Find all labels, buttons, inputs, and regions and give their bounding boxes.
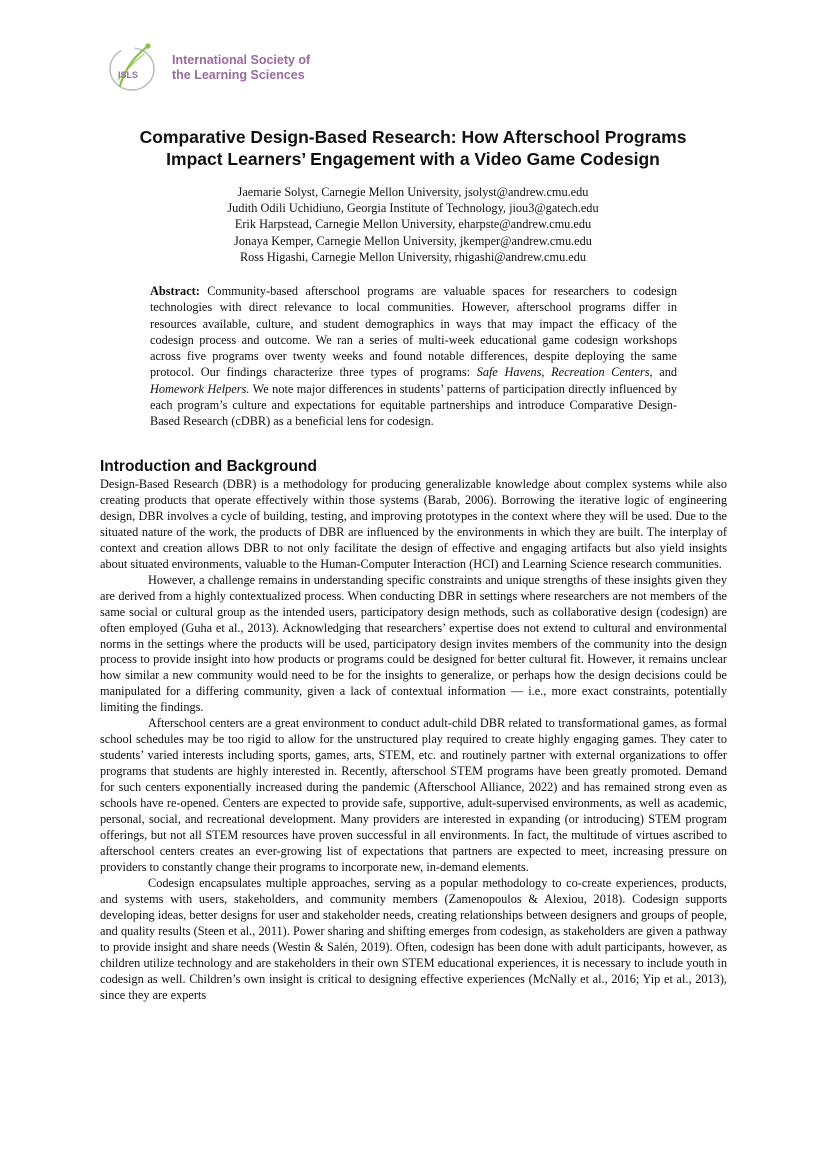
author-entry: Jonaya Kemper, Carnegie Mellon University, jkemper@andrew.cmu.edu [234, 233, 592, 248]
abstract-text: Community-based afterschool programs are valuable spaces for researchers to codesign technologies with direct relevance to local communities. However, afterschool programs differ in resources available, culture, and student demographics in ways that may impact the efficacy of the codesign process and outcome. We ran a series of multi-week educational game codesign workshops across five programs over twenty weeks and found notable differences, despite deploying the same protocol. Our findings characterize three types of programs: [150, 284, 677, 380]
author-list [100, 184, 726, 265]
body-paragraph: Codesign encapsulates multiple approaches, serving as a popular methodology to co-create experiences, products, and systems with users, stakeholders, and community members (Zamenopoulos & Alexiou, 2018). Codesign supports developing ideas, better designs for user and stakeholder needs, creating relationships between designers and groups of people, and quality results (Steen et al., 2011). Power sharing and shifting emerges from codesign, as stakeholders are given a pathway to provide insight and share needs (Westin & Salén, 2019). Often, codesign has been done with adult participants, however, as children utilize technology and are stakeholders in their own STEM educational experiences, it is necessary to include youth in codesign as well. Children’s own insight is critical to designing effective experiences (McNally et al., 2016; Yip et al., 2013), since they are experts [100, 875, 727, 1002]
author-entry: Jaemarie Solyst, Carnegie Mellon University, jsolyst@andrew.cmu.edu [237, 185, 589, 199]
abstract [150, 283, 677, 430]
paper-title-line2: Impact Learners’ Engagement with a Video Game Codesign [166, 149, 660, 169]
logo-text: ISLS [118, 70, 139, 80]
abstract-text: and [659, 365, 677, 380]
section-body [100, 477, 727, 1003]
section-heading: Introduction and Background [100, 458, 317, 475]
author-entry: Ross Higashi, Carnegie Mellon University, rhigashi@andrew.cmu.edu [239, 249, 587, 264]
org-name-line1: International Society of [172, 53, 311, 67]
paper-title-line1: Comparative Design-Based Research: How Afterschool Programs [139, 127, 687, 147]
isls-header [104, 40, 310, 96]
author-entry: Erik Harpstead, Carnegie Mellon University, eharpste@andrew.cmu.edu [234, 217, 592, 232]
abstract-italic-programs: Safe Havens, Recreation Centers, [476, 365, 653, 380]
paper-title [80, 126, 746, 170]
abstract-text: We note major differences in students’ patterns of participation directly influenced by each program’s culture and expectations for equitable partnerships and introduce Comparative Design-Based Research (cDBR) as a beneficial lens for codesign. [150, 381, 678, 429]
org-name [172, 53, 310, 83]
body-paragraph: Design-Based Research (DBR) is a methodology for producing generalizable knowledge about complex systems while also creating products that operate effectively within those systems (Barab, 2006). Borrowing the iterative logic of engineering design, DBR involves a cycle of building, testing, and improving prototypes in the context where they will be used. Due to the situated nature of the work, the products of DBR are influenced by the environments in which they are built. The interplay of context and creation allows DBR to not only facilitate the design of effective and engaging artifacts but also yield insights about situated environments, valuable to the Human-Computer Interaction (HCI) and Learning Science research communities. [100, 477, 727, 571]
author-entry: Judith Odili Uchidiuno, Georgia Institute of Technology, jiou3@gatech.edu [227, 201, 599, 216]
body-paragraph: Afterschool centers are a great environment to conduct adult-child DBR related to transformational games, as formal school schedules may be too rigid to allow for the unstructured play required to create highly engaging games. They cater to students’ varied interests including sports, games, arts, STEM, etc. and routinely partner with external organizations to offer programs that students are highly interested in. Recently, afterschool STEM programs have been greatly promoted. Demand for such centers exponentially increased during the pandemic (Afterschool Alliance, 2022) and has remained strong even as schools have re-opened. Centers are expected to provide safe, supportive, adult-supervised environments, as well as academic, personal, social, and recreational development. Many providers are interested in expanding (or introducing) STEM program offerings, but not all STEM resources have proven successful in all environments. In fact, the multitude of virtues ascribed to afterschool centers creates an ever-growing list of expectations that partners are expected to meet, increasing pressure on providers to constantly change their programs to incorporate new, in-demand elements. [100, 716, 727, 874]
abstract-italic-programs: Homework Helpers. [150, 381, 250, 396]
isls-logo-icon [104, 40, 166, 96]
body-paragraph: However, a challenge remains in understanding specific constraints and unique strengths of these insights given they are derived from a highly contextualized process. When conducting DBR in settings where researchers are not members of the same social or cultural group as the intended users, participatory design methods, such as collaborative design (codesign) are often employed (Guha et al., 2013). Acknowledging that researchers’ expertise does not extend to cultural and environmental norms in the settings where the products will be used, participatory design invites members of the community into the design process to provide insight into how products or programs could be designed for better cultural fit. However, it remains unclear how similar a new community would need to be for the insights to generalize, or perhaps how the design decisions could be manipulated for a differing community, given a lack of contextual information — i.e., more exact constraints, potentially limiting the findings. [100, 572, 727, 715]
org-name-line2: the Learning Sciences [172, 68, 305, 82]
abstract-label: Abstract: [150, 284, 200, 298]
